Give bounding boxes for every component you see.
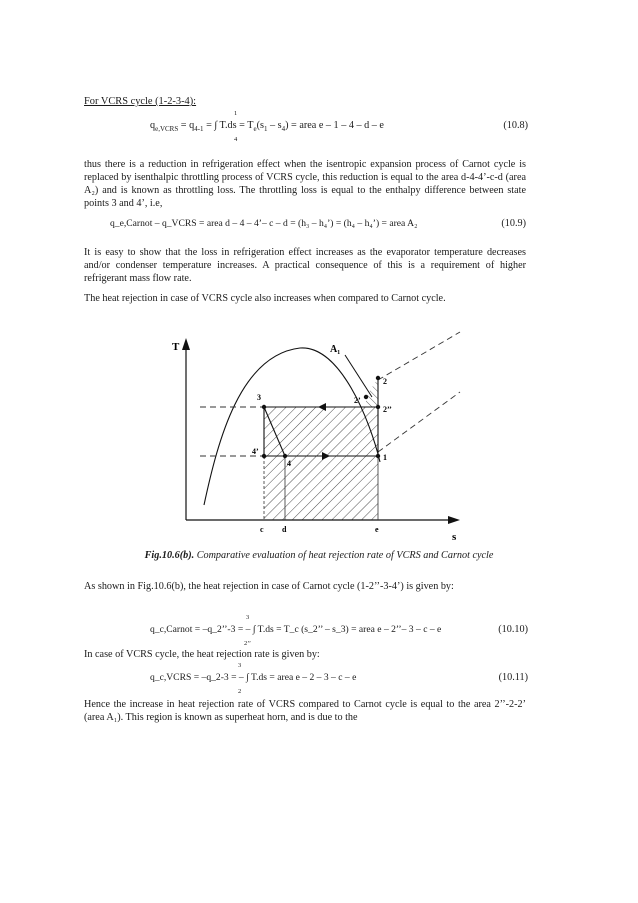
label-2: 2 — [383, 377, 387, 386]
label-d: d — [282, 525, 287, 534]
dashed-isobar-low — [378, 392, 460, 452]
label-e: e — [375, 525, 379, 534]
point-3 — [262, 405, 266, 409]
label-axis-t: T — [172, 341, 180, 353]
paragraph-heat-rejection: The heat rejection in case of VCRS cycle also increases when compared to Carnot cycle. — [84, 293, 446, 304]
dashed-isobar-high — [378, 332, 460, 380]
paragraph-superheat-horn: Hence the increase in heat rejection rate of VCRS compared to Carnot cycle is equal to the area 2’’-2-2’ (area A₁). This region is known as superheat horn, and is due to the — [84, 699, 526, 723]
label-3: 3 — [257, 393, 261, 402]
point-2 — [376, 376, 380, 380]
equation-10-9: q_e,Carnot – q_VCRS = area d – 4 – 4’– c – d = (h₃ – h₄’) = (h₄ – h₄’) = area A₂ — [110, 218, 418, 229]
s-axis-arrow — [448, 516, 460, 524]
label-4p: 4’ — [252, 447, 259, 456]
hatched-area-a1 — [366, 378, 378, 407]
equation-number-10-8: (10.8) — [503, 120, 528, 131]
label-1: 1 — [383, 453, 387, 462]
paragraph-loss-increase: It is easy to show that the loss in refrigeration effect increases as the evaporator temperature decreases and/or condenser temperature increases. A practical consequence of this is a requirement of higher refrigerant mass flow rate. — [84, 247, 526, 284]
hatched-area-carnot — [264, 407, 378, 520]
integral-lower-10-11: 2 — [238, 688, 242, 695]
label-a1: A₁ — [330, 344, 341, 355]
label-c: c — [260, 525, 264, 534]
point-4p — [262, 454, 266, 458]
label-4: 4 — [287, 459, 291, 468]
a1-leader-line — [345, 355, 372, 397]
integral-upper-10-11: 3 — [238, 662, 242, 669]
integral-lower-10-8: 4 — [234, 136, 238, 143]
paragraph-carnot-heat-rejection: As shown in Fig.10.6(b), the heat rejection in case of Carnot cycle (1-2’’-3-4’) is given by: — [84, 581, 454, 592]
point-2pp — [376, 405, 380, 409]
point-2p — [364, 395, 368, 399]
point-1 — [376, 454, 380, 458]
label-axis-s: s — [452, 531, 457, 543]
integral-upper-10-8: 1 — [234, 110, 238, 117]
equation-10-8: $q_{e,VCRS} = q_{4-1}$ = ∫ $T.ds = T_e(s_1 - s_4)$ = area e – 1 – 4 – d – e — [150, 120, 384, 134]
t-axis-arrow — [182, 338, 190, 350]
equation-10-10: q_c,Carnot = –q_2’’-3 = – ∫ T.ds = T_c (s_2’’ – s_3) = area e – 2’’– 3 – c – e — [150, 624, 442, 635]
label-2p: 2’ — [354, 396, 361, 405]
paragraph-vcrs-heat-rejection: In case of VCRS cycle, the heat rejection rate is given by: — [84, 649, 320, 660]
section-heading: For VCRS cycle (1-2-3-4): — [84, 96, 197, 107]
equation-10-11: q_c,VCRS = –q_2-3 = – ∫ T.ds = area e – 2 – 3 – c – e — [150, 672, 357, 683]
point-4 — [283, 454, 287, 458]
integral-lower-10-10: 2’’ — [244, 640, 252, 647]
equation-number-10-11: (10.11) — [498, 672, 528, 683]
paragraph-throttling-loss: thus there is a reduction in refrigeration effect when the isentropic expansion process of Carnot cycle is replaced by isenthalpic throttling process of VCRS cycle, this reduction is equal to the area d-4-4’-c-d (area A₂) and is known as throttling loss. The throttling loss is equal to the enthalpy difference between state points 3 and 4’, i.e, — [84, 159, 526, 209]
equation-number-10-10: (10.10) — [498, 624, 528, 635]
integral-upper-10-10: 3 — [246, 614, 250, 621]
figure-caption: Fig.10.6(b). Comparative evaluation of heat rejection rate of VCRS and Carnot cycle — [144, 550, 494, 561]
equation-number-10-9: (10.9) — [501, 218, 526, 229]
label-2pp: 2’’ — [383, 405, 392, 414]
